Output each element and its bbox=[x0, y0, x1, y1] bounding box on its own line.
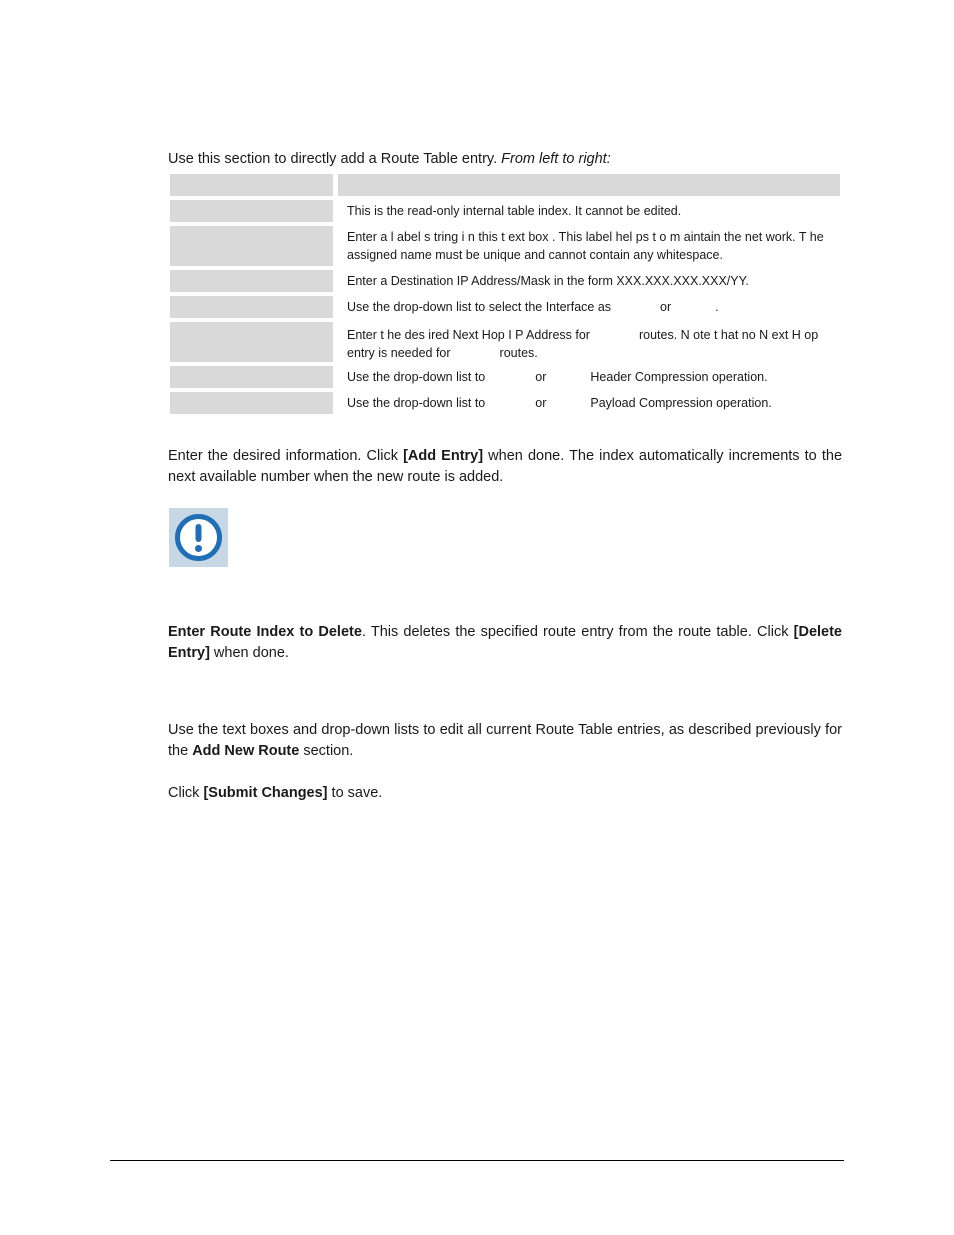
submit-paragraph bbox=[168, 783, 842, 804]
description-part: Payload Compression operation. bbox=[590, 396, 772, 410]
para-text: Use the text boxes and drop-down lists to edit all current Route Table entries, as described previously for the bbox=[168, 722, 842, 759]
table-header-description bbox=[338, 174, 840, 196]
add-new-route-label: Add New Route bbox=[192, 743, 300, 759]
description-cell bbox=[338, 392, 840, 414]
table-row bbox=[170, 270, 840, 292]
table-row bbox=[170, 200, 840, 222]
description-part: entry is needed for bbox=[347, 346, 451, 360]
description-part: Use the drop-down list to bbox=[347, 396, 486, 410]
important-notice-icon-box bbox=[169, 508, 228, 567]
description-part: or bbox=[535, 396, 547, 410]
description-cell bbox=[338, 296, 840, 318]
para-text: section. bbox=[299, 743, 354, 759]
para-text: to save. bbox=[327, 785, 383, 801]
description-part: or bbox=[660, 300, 672, 314]
description-cell bbox=[338, 366, 840, 388]
intro-text bbox=[168, 149, 848, 170]
para-text: Click bbox=[168, 785, 204, 801]
description-part: routes. bbox=[499, 346, 538, 360]
field-cell bbox=[170, 322, 333, 362]
intro-emphasis: From left to right: bbox=[501, 151, 611, 167]
table-row bbox=[170, 296, 840, 318]
para-text: when done. bbox=[209, 645, 289, 661]
footer-divider bbox=[110, 1160, 844, 1161]
field-cell bbox=[170, 200, 333, 222]
add-entry-paragraph bbox=[168, 446, 842, 488]
field-cell bbox=[170, 226, 333, 266]
intro-sentence: Use this section to directly add a Route Table entry. bbox=[168, 151, 502, 167]
table-header-row bbox=[170, 174, 840, 196]
delete-field-label: Enter Route Index to Delete bbox=[168, 624, 362, 640]
description-part: Use the drop-down list to bbox=[347, 370, 486, 384]
description-part: Enter t he des ired Next Hop I P Address for bbox=[347, 328, 590, 342]
field-cell bbox=[170, 296, 333, 318]
field-cell bbox=[170, 392, 333, 414]
description-part: Use the drop-down list to select the Interface as bbox=[347, 300, 612, 314]
description-part: . bbox=[715, 300, 719, 314]
description-cell: Enter a l abel s tring i n this t ext box . This label hel ps t o m aintain the net work. T he assigned name must be unique and cannot contain any whitespace. bbox=[347, 230, 824, 262]
exclamation-circle-icon bbox=[169, 508, 228, 567]
table-row bbox=[170, 366, 840, 388]
description-cell bbox=[338, 322, 840, 362]
table-row bbox=[170, 226, 840, 266]
description-cell: This is the read-only internal table index. It cannot be edited. bbox=[347, 204, 682, 218]
para-text: . This deletes the specified route entry from the route table. Click bbox=[361, 624, 794, 640]
submit-changes-label: [Submit Changes] bbox=[203, 785, 328, 801]
route-fields-table bbox=[170, 174, 840, 418]
table-header-field bbox=[170, 174, 333, 196]
para-text: when done. The index automatically increments to the next available number when the new route is added. bbox=[168, 448, 843, 485]
delete-entry-paragraph bbox=[168, 622, 842, 664]
table-row bbox=[170, 392, 840, 414]
description-part: or bbox=[535, 370, 547, 384]
description-part: Header Compression operation. bbox=[590, 370, 768, 384]
table-row bbox=[170, 322, 840, 362]
add-entry-label: [Add Entry] bbox=[403, 448, 484, 464]
edit-routes-paragraph bbox=[168, 720, 842, 762]
description-cell: Enter a Destination IP Address/Mask in the form XXX.XXX.XXX.XXX/YY. bbox=[347, 274, 749, 288]
description-part: routes. N ote t hat no N ext H op bbox=[638, 328, 819, 342]
field-cell bbox=[170, 270, 333, 292]
delete-entry-label: [Delete Entry] bbox=[168, 624, 842, 661]
field-cell bbox=[170, 366, 333, 388]
para-text: Enter the desired information. Click bbox=[168, 448, 404, 464]
